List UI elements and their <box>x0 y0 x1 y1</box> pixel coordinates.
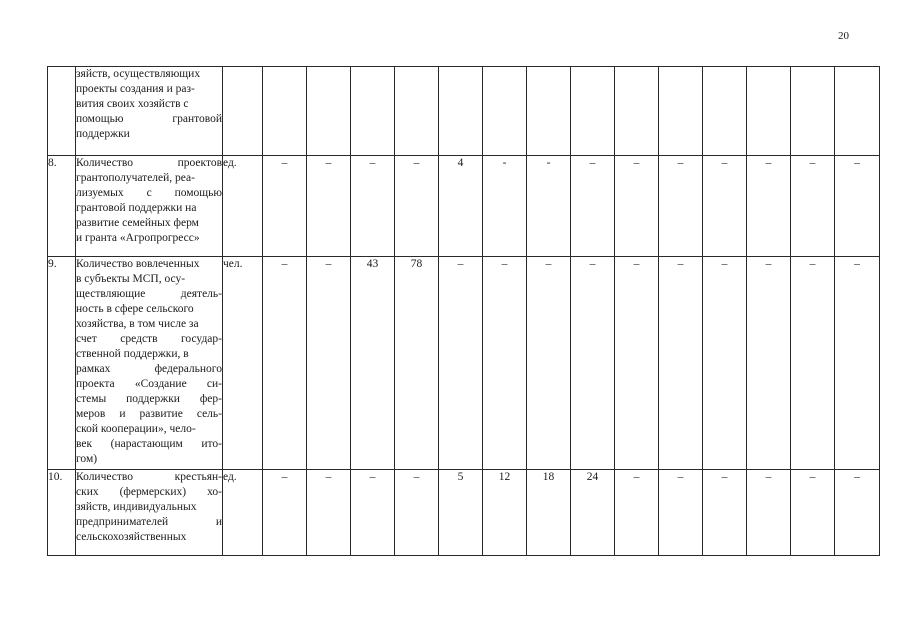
indicator-name <box>76 257 223 470</box>
indicator-name-line: ственной поддержки, в <box>76 348 189 360</box>
value-cell: - <box>483 156 527 257</box>
value-cell <box>571 67 615 156</box>
value-cell: – <box>395 470 439 556</box>
indicator-name-line: ских (фермерских) хо- <box>76 486 222 498</box>
indicator-name-line: гом) <box>76 453 98 465</box>
value-cell <box>527 67 571 156</box>
indicator-name-line: хозяйства, в том числе за <box>76 318 199 330</box>
value-cell <box>791 67 835 156</box>
table-row <box>48 67 880 156</box>
value-cell: – <box>615 257 659 470</box>
value-cell: – <box>747 257 791 470</box>
indicator-name <box>76 470 223 556</box>
indicator-name <box>76 67 223 156</box>
indicator-name-line: в субъекты МСП, осу- <box>76 273 186 285</box>
value-cell <box>351 67 395 156</box>
value-cell: – <box>439 257 483 470</box>
indicator-name-line: Количество проектов <box>76 157 222 169</box>
table-row <box>48 156 880 257</box>
value-cell <box>483 67 527 156</box>
value-cell: – <box>835 257 880 470</box>
indicator-name-line: зяйств, индивидуальных <box>76 501 197 513</box>
value-cell <box>703 67 747 156</box>
value-cell: – <box>747 156 791 257</box>
value-cell: – <box>703 257 747 470</box>
indicator-name-line: проекты создания и раз- <box>76 83 195 95</box>
value-cell <box>615 67 659 156</box>
value-cell: – <box>615 470 659 556</box>
value-cell: – <box>351 470 395 556</box>
row-number: 10. <box>48 470 76 556</box>
value-cell: – <box>791 156 835 257</box>
value-cell: – <box>835 470 880 556</box>
value-cell: – <box>659 470 703 556</box>
indicators-table <box>47 66 880 556</box>
value-cell: – <box>527 257 571 470</box>
value-cell: – <box>571 156 615 257</box>
value-cell: – <box>571 257 615 470</box>
indicator-name-line: грантовой поддержки на <box>76 202 197 214</box>
row-number: 8. <box>48 156 76 257</box>
indicator-name-line: ность в сфере сельского <box>76 303 194 315</box>
value-cell: 4 <box>439 156 483 257</box>
unit-cell: ед. <box>223 470 263 556</box>
value-cell: – <box>659 156 703 257</box>
value-cell: 24 <box>571 470 615 556</box>
value-cell <box>835 67 880 156</box>
value-cell: – <box>747 470 791 556</box>
indicator-name-line: счет средств государ- <box>76 333 222 345</box>
indicator-name-line: грантополучателей, реа- <box>76 172 195 184</box>
value-cell: – <box>263 470 307 556</box>
indicator-name-line: поддержки <box>76 128 130 140</box>
page-number: 20 <box>838 30 849 42</box>
value-cell: – <box>791 257 835 470</box>
value-cell: – <box>615 156 659 257</box>
indicator-name-line: рамках федерального <box>76 363 222 375</box>
value-cell: – <box>791 470 835 556</box>
value-cell <box>659 67 703 156</box>
value-cell: 43 <box>351 257 395 470</box>
indicator-name-line: ской кооперации», чело- <box>76 423 196 435</box>
indicator-name-line: меров и развитие сель- <box>76 408 222 420</box>
indicator-name <box>76 156 223 257</box>
value-cell <box>439 67 483 156</box>
value-cell <box>747 67 791 156</box>
value-cell: 18 <box>527 470 571 556</box>
value-cell: – <box>263 257 307 470</box>
indicator-name-line: помощью грантовой <box>76 113 222 125</box>
indicator-name-line: проекта «Создание си- <box>76 378 222 390</box>
value-cell <box>307 67 351 156</box>
value-cell: – <box>263 156 307 257</box>
indicator-name-line: развитие семейных ферм <box>76 217 199 229</box>
value-cell: – <box>395 156 439 257</box>
indicator-name-line: лизуемых с помощью <box>76 187 222 199</box>
indicator-name-line: Количество крестьян- <box>76 471 222 483</box>
indicator-name-line: и гранта «Агропрогресс» <box>76 232 200 244</box>
value-cell: - <box>527 156 571 257</box>
value-cell: 78 <box>395 257 439 470</box>
value-cell <box>263 67 307 156</box>
row-number <box>48 67 76 156</box>
indicator-name-line: вития своих хозяйств с <box>76 98 189 110</box>
value-cell: – <box>307 257 351 470</box>
value-cell <box>395 67 439 156</box>
value-cell: – <box>703 470 747 556</box>
indicator-name-line: зяйств, осуществляющих <box>76 68 201 80</box>
indicator-name-line: ществляющие деятель- <box>76 288 222 300</box>
value-cell: – <box>307 156 351 257</box>
table-row <box>48 470 880 556</box>
value-cell: – <box>703 156 747 257</box>
indicator-name-line: стемы поддержки фер- <box>76 393 222 405</box>
unit-cell: ед. <box>223 156 263 257</box>
unit-cell <box>223 67 263 156</box>
indicator-name-line: предпринимателей и <box>76 516 222 528</box>
indicator-name-line: век (нарастающим ито- <box>76 438 222 450</box>
value-cell: 12 <box>483 470 527 556</box>
value-cell: – <box>307 470 351 556</box>
value-cell: – <box>659 257 703 470</box>
indicator-name-line: Количество вовлеченных <box>76 258 200 270</box>
row-number: 9. <box>48 257 76 470</box>
unit-cell: чел. <box>223 257 263 470</box>
value-cell: 5 <box>439 470 483 556</box>
value-cell: – <box>351 156 395 257</box>
table-row <box>48 257 880 470</box>
value-cell: – <box>835 156 880 257</box>
indicator-name-line: сельскохозяйственных <box>76 531 187 543</box>
value-cell: – <box>483 257 527 470</box>
